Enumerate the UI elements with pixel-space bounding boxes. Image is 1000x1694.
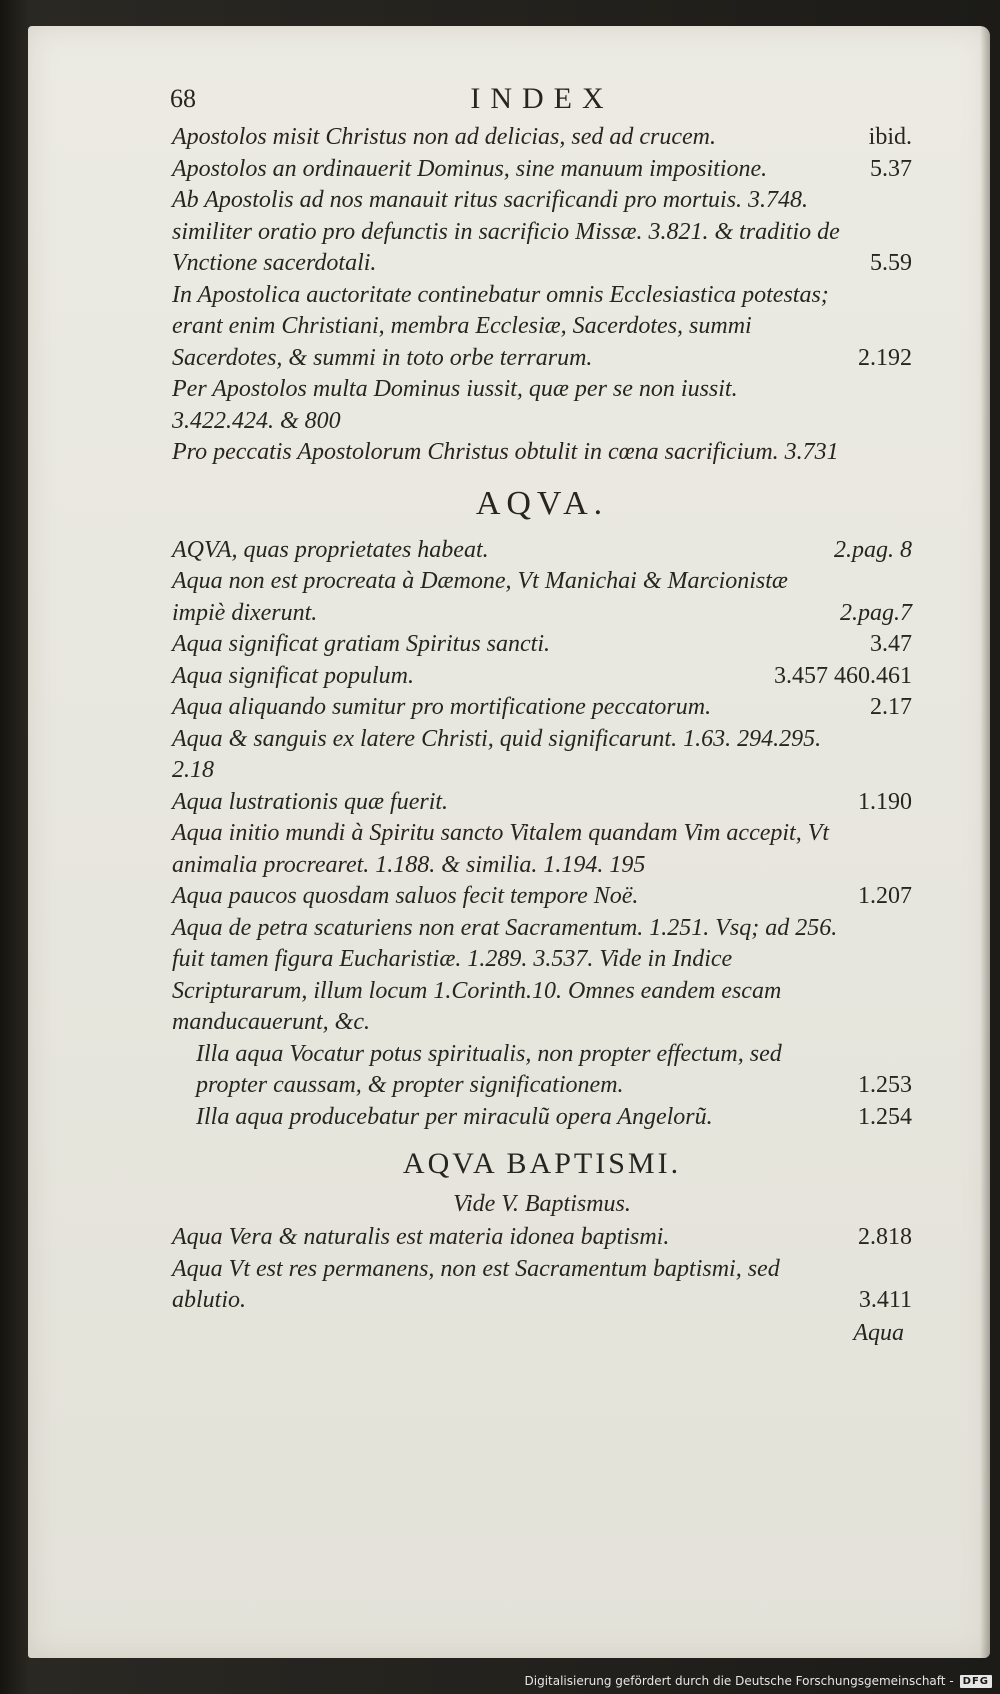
- page-reference: 2.pag.7: [840, 599, 912, 626]
- page-reference: ibid.: [868, 124, 912, 150]
- footer-text: Digitalisierung gefördert durch die Deutsche Forschungsgemeinschaft -: [524, 1674, 954, 1688]
- section-heading-aqua-baptismi: AQVA BAPTISMI.: [402, 1147, 682, 1180]
- index-entry: Aqua de petra scaturiens non erat Sacramentum. 1.251. Vsq; ad 256. fuit tamen figura Eucharistiæ. 1.289. 3.537. Vide in Indice Scripturarum, illum locum 1.Corinth.10. Omnes eandem escam manducauerunt, &c.: [172, 914, 838, 1035]
- index-entry: Aqua paucos quosdam saluos fecit tempore Noë. 1.207: [172, 881, 912, 913]
- index-entry: Aqua & sanguis ex latere Christi, quid significarunt. 1.63. 294.295. 2.18: [172, 725, 822, 783]
- running-head-title: INDEX: [470, 82, 614, 115]
- page-reference: 5.59: [870, 250, 912, 276]
- cross-reference: Vide V. Baptismus.: [453, 1191, 631, 1217]
- index-entry: Aqua lustrationis quæ fuerit. 1.190: [172, 787, 912, 819]
- running-head: [172, 64, 912, 122]
- page-reference: 1.190: [858, 788, 912, 815]
- index-entry: Aqua initio mundi à Spiritu sancto Vitalem quandam Vim accepit, Vt animalia procrearet. 1.188. & similia. 1.194. 195: [172, 820, 830, 878]
- index-entry: In Apostolica auctoritate continebatur omnis Ecclesiastica potestas; erant enim Christiani, membra Ecclesiæ, Sacerdotes, summi Sacerdotes, & summi in toto orbe terrarum. 2.192: [172, 280, 912, 375]
- page-content: [172, 64, 912, 1349]
- page-reference: 2.pag. 8: [834, 536, 912, 563]
- index-entry: Ab Apostolis ad nos manauit ritus sacrificandi pro mortuis. 3.748. similiter oratio pro defunctis in sacrificio Missæ. 3.821. & traditio de Vnctione sacerdotali. 5.59: [172, 185, 912, 280]
- page-reference: 3.457 460.461: [774, 662, 912, 689]
- index-entry: AQVA, quas proprietates habeat. 2.pag. 8: [172, 535, 912, 567]
- index-entry: Aqua aliquando sumitur pro mortificatione peccatorum. 2.17: [172, 692, 912, 724]
- index-entry: Aqua non est procreata à Dæmone, Vt Manichai & Marcionistæ impiè dixerunt. 2.pag.7: [172, 566, 912, 629]
- page-edge-shadow: [980, 26, 990, 1658]
- catchword: Aqua: [853, 1319, 904, 1346]
- page-reference: 1.207: [858, 883, 912, 909]
- index-sub-entry: Illa aqua producebatur per miraculũ opera Angelorũ. 1.254: [172, 1102, 912, 1134]
- index-entry: Per Apostolos multa Dominus iussit, quæ per se non iussit. 3.422.424. & 800: [172, 376, 738, 434]
- index-entry: Aqua significat populum. 3.457 460.461: [172, 661, 912, 693]
- page-reference: 2.17: [870, 694, 912, 720]
- index-entry: Aqua significat gratiam Spiritus sancti. 3.47: [172, 629, 912, 661]
- page-reference: 1.253: [858, 1072, 912, 1098]
- page-reference: 5.37: [870, 155, 912, 182]
- page-number: 68: [170, 84, 196, 113]
- index-entry: Apostolos misit Christus non ad delicias, sed ad crucem. ibid.: [172, 122, 912, 154]
- index-entry: Pro peccatis Apostolorum Christus obtulit in cœna sacrificium. 3.731: [172, 439, 839, 465]
- page-reference: 2.192: [858, 344, 912, 371]
- dfg-logo: DFG: [960, 1675, 992, 1688]
- page-reference: 2.818: [858, 1224, 912, 1250]
- entries-aqua-baptismi: [172, 1222, 912, 1317]
- entries-aqua: [172, 535, 912, 1134]
- entries-top: [172, 122, 912, 469]
- index-entry: Aqua Vera & naturalis est materia idonea baptismi. 2.818: [172, 1222, 912, 1254]
- digitization-footer: [525, 1674, 993, 1688]
- page-reference: 3.47: [870, 631, 912, 657]
- index-entry: Apostolos an ordinauerit Dominus, sine manuum impositione. 5.37: [172, 154, 912, 186]
- page-reference: 1.254: [858, 1103, 912, 1130]
- index-entry: Aqua Vt est res permanens, non est Sacramentum baptismi, sed ablutio. 3.411: [172, 1254, 912, 1317]
- index-sub-entry: Illa aqua Vocatur potus spiritualis, non propter effectum, sed propter caussam, & propter significationem. 1.253: [172, 1039, 912, 1102]
- page-reference: 3.411: [858, 1287, 912, 1313]
- section-heading-aqua: AQVA.: [475, 484, 609, 522]
